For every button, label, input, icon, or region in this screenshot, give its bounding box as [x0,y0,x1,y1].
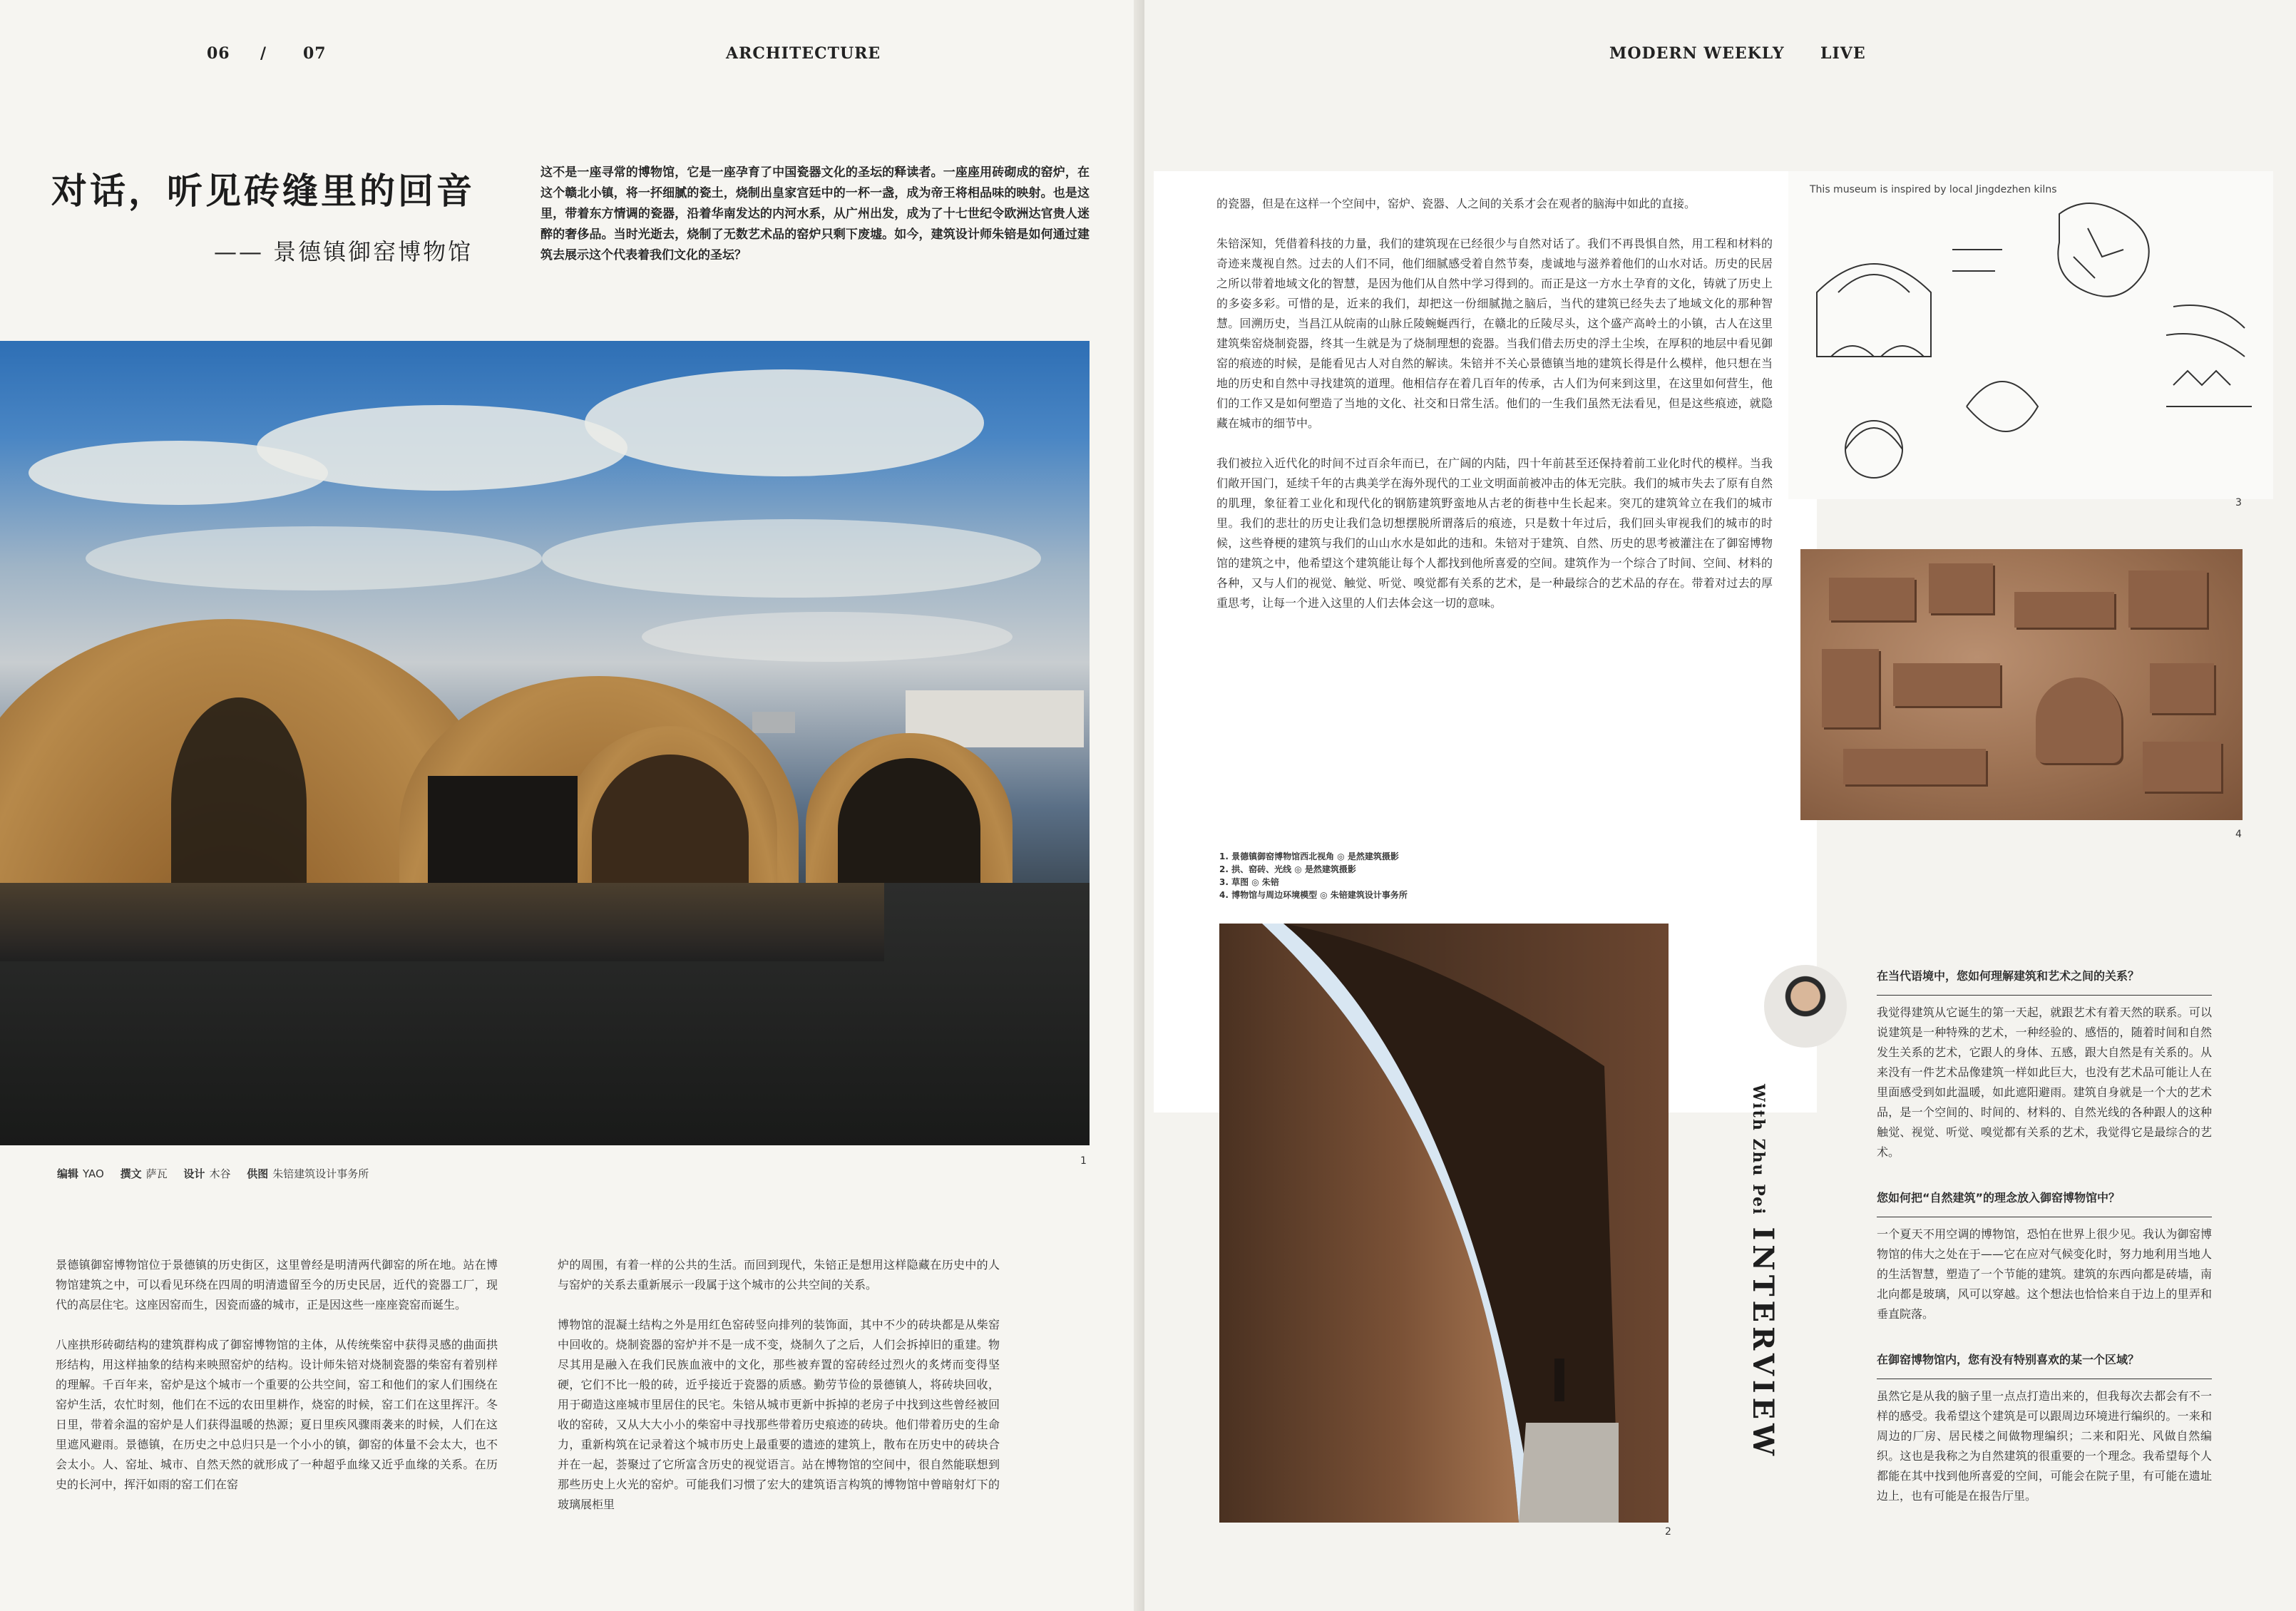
cloud [585,369,984,476]
reflecting-pool [0,883,884,961]
article-title: 对话，听见砖缝里的回音 [51,170,475,212]
background-building [752,712,795,733]
interview-question: 在御窑博物馆内，您有没有特别喜欢的某一个区域？ [1877,1353,2140,1366]
body-paragraph: 博物馆的混凝土结构之外是用红色窑砖竖向排列的装饰面，其中不少的砖块都是从柴窑中回收的。烧制瓷器的窑炉并不是一成不变，烧制久了之后，人们会拆掉旧的重建。物尽其用是融入在我们民族血液中的文化，那些被弃置的窑砖经过烈火的炙烤而变得坚硬，它们不比一般的砖，近乎接近于瓷器的质感。勤劳节俭的景德镇人，将砖块回收，用于砌造这座城市里居住的民宅。朱锫从城市更新中拆掉的老房子中找到这些曾经被回收的窑砖，又从大大小小的柴窑中寻找那些带着历史痕迹的砖块。他们带着历史的生命力，重新构筑在记录着这个城市历史上最重要的遗迹的建筑上，散布在历史中的砖块合并在一起，荟聚过了它所富含历史的视觉语言。站在博物馆的空间中，很自然能联想到那些历史上火光的窑炉。可能我们习惯了宏大的建筑语言构筑的博物馆中曾暗射灯下的玻璃展柜里 [558,1318,1000,1511]
model-pagoda [2036,677,2121,763]
body-paragraph: 朱锫深知，凭借着科技的力量，我们的建筑现在已经很少与自然对话了。我们不再畏惧自然，用工程和材料的奇迹来蔑视自然。过去的人们不同，他们细腻感受着自然节奏，虔诚地与滋养着他们的山水对话。历史的民居之所以带着地域文化的智慧，是因为他们从自然中学习得到的。而正是这一方水土孕育的文化，铸就了历史上的多姿多彩。可惜的是，近来的我们，却把这一份细腻抛之脑后，当代的建筑已经失去了地域文化的那种智慧。回溯历史，当昌江从皖南的山脉丘陵蜿蜒西行，在赣北的丘陵尽头，这个盛产高岭土的小镇，古人在这里建筑柴窑烧制瓷器，终其一生就是为了烧制理想的瓷器。当我们借去历史的浮土尘埃，在厚积的地层中看见御窑的痕迹的时候，是能看见古人对自然的解读。朱锫并不关心景德镇当地的建筑长得是什么模样，他只想在当地的历史和自然中寻找建筑的道理。他相信存在着几百年的传承，古人们为何来到这里，在这里如何营生，他们的工作又是如何塑造了当地的文化、社交和日常生活。他们的一生我们虽然无法看见，但是这些痕迹，就隐藏在城市的细节中。 [1216,237,1773,430]
model-block [2150,663,2214,713]
left-page [0,0,1144,1611]
interview-answer: 我觉得建筑从它诞生的第一天起，就跟艺术有着天然的联系。可以说建筑是一种特殊的艺术，一种经验的、感悟的，随着时间和自然发生关系的艺术，它跟人的身体、五感，跟大自然是有关系的。从来没有一件艺术品像建筑一样如此巨大，也没有艺术品可能让人在里面感受到如此温暖，如此遮阳避雨。建筑自身就是一个大的艺术品，是一个空间的、时间的、材料的、自然光线的各种跟人的这种触觉、视觉、听觉、嗅觉都有关系的艺术，我觉得它是最综合的艺术。 [1877,995,2212,1162]
cloud [542,519,1041,598]
photo-caption: 3. 草图 ◎ 朱锫 [1219,877,1279,887]
cloud [86,526,542,590]
body-paragraph: 的瓷器，但是在这样一个空间中，窑炉、瓷器、人之间的关系才会在观者的脑海中如此的直接。 [1216,197,1696,210]
body-column-2 [558,1255,1000,1535]
vault-corridor-photo [1219,924,1669,1523]
photo-caption: 2. 拱、窑砖、光线 ◎ 是然建筑摄影 [1219,864,1356,874]
architect-sketch [1788,171,2273,499]
corridor-drawing [1219,924,1669,1523]
interview-with: With Zhu Pei [1749,1084,1768,1216]
image-source: 朱锫建筑设计事务所 [272,1167,369,1180]
model-block [1829,578,1915,620]
page-number-right: 07 [303,44,327,63]
writer-label: 撰文 [120,1167,142,1180]
site-model-photo [1800,549,2243,820]
photo-credits [57,1166,381,1181]
body-paragraph: 我们被拉入近代化的时间不过百余年而已，在广阔的内陆，四十年前甚至还保持着前工业化时代的模样。当我们敞开国门，延续千年的古典美学在海外现代的工业文明面前被冲击的体无完肤。我们的城市失去了原有自然的肌理，象征着工业化和现代化的钢筋建筑野蛮地从古老的街巷中生长起来。突兀的建筑耸立在我们的城市里。我们的悲壮的历史让我们急切想摆脱所谓落后的痕迹，只是数十年过后，我们回头审视我们的城市的时候，这些脊梗的建筑与我们的山山水水是如此的违和。朱锫对于建筑、自然、历史的思考被灌注在了御窑博物馆的建筑之中，他希望这个建筑能让每个人都找到他所喜爱的空间。建筑作为一个综合了时间、空间、材料的各种，又与人们的视觉、触觉、听觉、嗅觉都有关系的艺术，是一种最综合的艺术品的存在。带着对过去的厚重思考，让每一个进入这里的人们去体会这一切的意味。 [1216,456,1773,610]
interview-title: INTERVIEW [1746,1227,1780,1461]
model-block [1822,649,1879,727]
body-column-3 [1216,194,1773,633]
vault-opening [171,697,307,911]
photo-caption: 4. 博物馆与周边环境模型 ◎ 朱锫建筑设计事务所 [1219,890,1408,900]
model-block [2143,742,2221,792]
writer-name: 萨瓦 [145,1167,168,1180]
photo-number: 2 [1665,1526,1671,1538]
model-block [1843,749,1986,784]
photo-caption-list [1219,850,1408,901]
section-label: ARCHITECTURE [726,44,881,63]
sketch-drawing [1788,171,2273,499]
column-label: LIVE [1820,44,1866,63]
body-paragraph: 景德镇御窑博物馆位于景德镇的历史街区，这里曾经是明清两代御窑的所在地。站在博物馆建筑之中，可以看见环绕在四周的明清遗留至今的历史民居，近代的瓷器工厂，现代的高层住宅。这座因窑而生，因瓷而盛的城市，正是因这些一座座瓷窑而诞生。 [56,1258,498,1311]
model-block [2128,571,2207,628]
article-intro: 这不是一座寻常的博物馆，它是一座孕育了中国瓷器文化的圣坛的释读者。一座座用砖砌成的窑炉，在这个赣北小镇，将一抔细腻的瓷土，烧制出皇家宫廷中的一杯一盏，成为帝王将相品味的映射。也是这里，带着东方情调的瓷器，沿着华南发达的内河水系，从广州出发，成为了十七世纪令欧洲达官贵人迷醉的奢侈品。当时光逝去，烧制了无数艺术品的窑炉只剩下废墟。如今，建筑设计师朱锫是如何通过建筑去展示这个代表着我们文化的圣坛？ [540,165,1090,262]
editor-name: YAO [83,1167,104,1180]
page-number-left: 06 [207,44,230,63]
model-block [2014,592,2114,628]
editor-label: 编辑 [57,1167,79,1180]
body-column-1 [56,1255,498,1515]
architect-portrait [1764,965,1847,1048]
model-block [1893,663,2000,706]
photo-number: 1 [1080,1155,1087,1167]
sketch-note: This museum is inspired by local Jingdezhen kilns [1810,184,2057,195]
interview-answer: 一个夏天不用空调的博物馆，恐怕在世界上很少见。我认为御窑博物馆的伟大之处在于——它在应对气候变化时，努力地利用当地人的生活智慧，塑造了一个节能的建筑。建筑的东西向都是砖墙，南北向都是玻璃，风可以穿越。这个想法也恰恰来自于边上的里弄和垂直院落。 [1877,1217,2212,1324]
interview-question: 您如何把“自然建筑”的理念放入御窑博物馆中？ [1877,1191,2121,1205]
interview-question: 在当代语境中，您如何理解建筑和艺术之间的关系？ [1877,969,2140,983]
body-paragraph: 炉的周围，有着一样的公共的生活。而回到现代，朱锫正是想用这样隐藏在历史中的人与窑炉的关系去重新展示一段属于这个城市的公共空间的关系。 [558,1258,1000,1292]
image-label: 供图 [247,1167,269,1180]
model-block [1929,563,1993,613]
body-paragraph: 八座拱形砖砌结构的建筑群构成了御窑博物馆的主体，从传统柴窑中获得灵感的曲面拱形结构，用这样抽象的结构来映照窑炉的结构。设计师朱锫对烧制瓷器的柴窑有着别样的理解。千百年来，窑炉是这个城市一个重要的公共空间，窑工和他们的家人们围绕在窑炉生活，农忙时刻，他们在不远的农田里耕作，烧窑的时候，窑工们在这里挥汗。冬日里，带着余温的窑炉是人们获得温暖的热源；夏日里疾风骤雨袭来的时候，人们在这里遮风避雨。景德镇，在历史之中总归只是一个小小的镇，御窑的体量不会太大，也不会太小。人、窑址、城市、自然天然的就形成了一种超乎血缘又近乎血缘的关系。在历史的长河中，挥汗如雨的窑工们在窑 [56,1338,498,1491]
interview-answer: 虽然它是从我的脑子里一点点打造出来的，但我每次去都会有不一样的感受。我希望这个建筑是可以跟周边环境进行编织的。一来和周边的厂房、居民楼之间做物理编织；二来和阳光、风做自然编织。这也是我称之为自然建筑的很重要的一个理念。我希望每个人都能在其中找到他所喜爱的空间，可能会在院子里，有可能在遗址边上，也有可能是在报告厅里。 [1877,1379,2212,1506]
cloud [642,612,1013,662]
cloud [257,405,627,491]
photo-number: 3 [2235,497,2242,508]
interview-qa [1877,966,2212,1532]
article-subtitle: —— 景德镇御窑博物馆 [214,238,473,265]
museum-exterior-photo [0,341,1090,1145]
interview-label [1746,1084,1780,1460]
page-number-separator: / [260,44,267,63]
design-label: 设计 [183,1167,205,1180]
vault-opening [838,758,980,901]
photo-number: 4 [2235,829,2242,840]
photo-caption: 1. 景德镇御窑博物馆西北视角 ◎ 是然建筑摄影 [1219,851,1399,861]
magazine-name: MODERN WEEKLY [1609,44,1785,63]
design-name: 木谷 [209,1167,231,1180]
